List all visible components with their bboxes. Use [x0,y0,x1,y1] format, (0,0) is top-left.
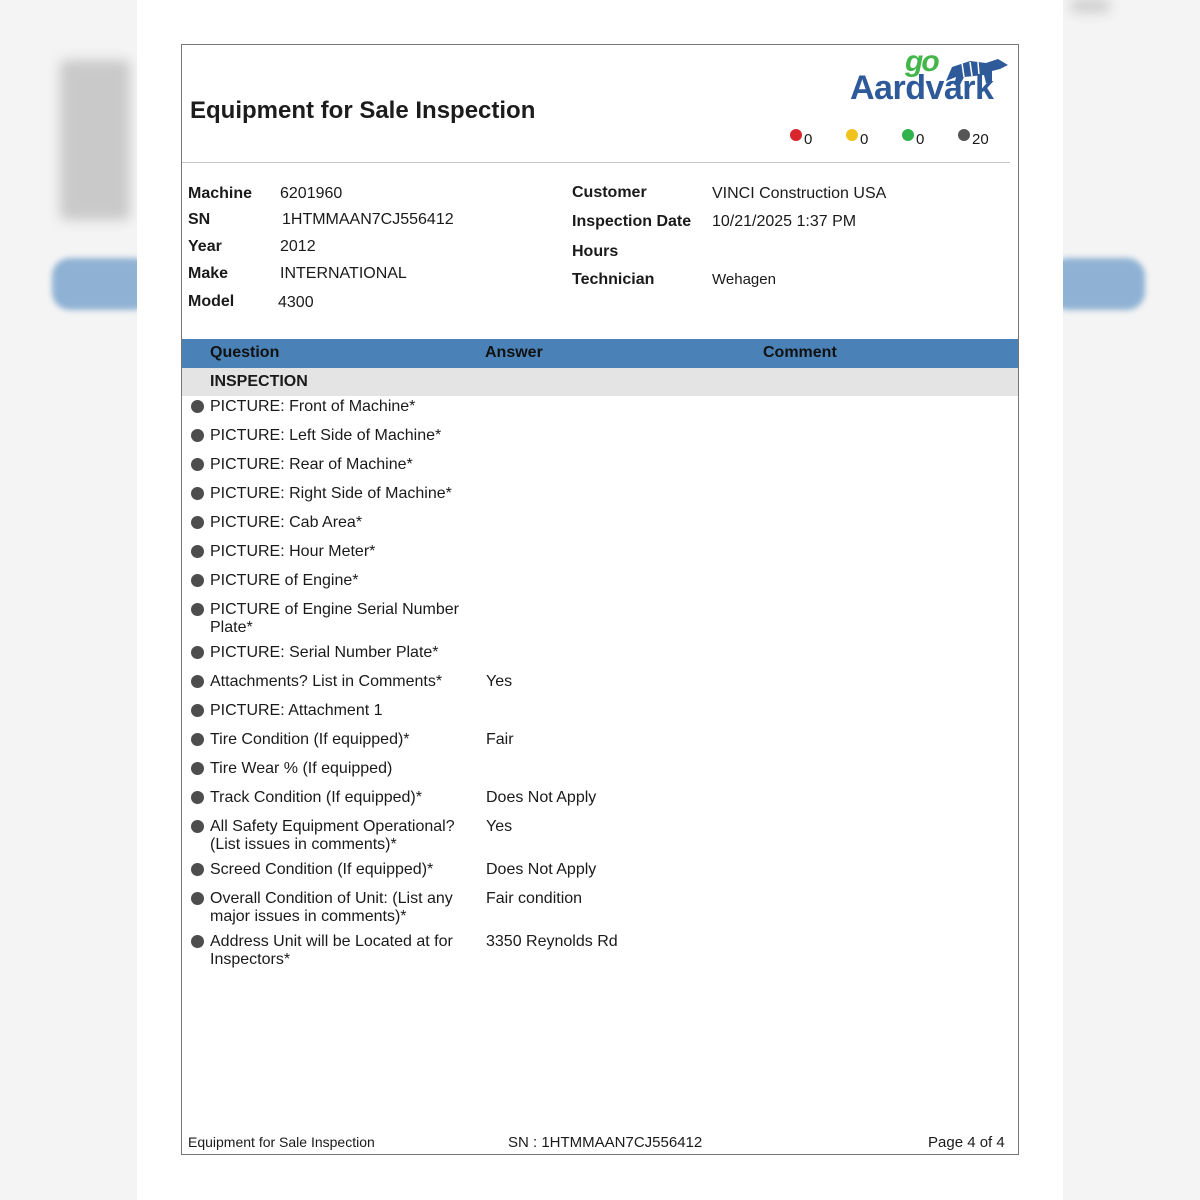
background-blur-block [1070,0,1110,12]
question-cell: PICTURE of Engine* [210,572,359,589]
answer-cell: Does Not Apply [486,861,597,878]
question-cell: Attachments? List in Comments* [210,673,443,690]
question-cell: Overall Condition of Unit: (List any major issues in comments)* [210,890,453,925]
question-cell: Screed Condition (If equipped)* [210,861,434,878]
question-cell: PICTURE: Hour Meter* [210,543,376,560]
status-dot-icon [191,892,204,905]
status-dot-icon [191,704,204,717]
status-dot-icon [191,574,204,587]
status-green [902,129,924,148]
status-dot-icon [191,545,204,558]
inspection-date-label: Inspection Date [572,213,692,230]
model-label: Model [188,293,235,310]
gray-dot-icon [958,129,970,141]
question-cell: PICTURE of Engine Serial Number Plate* [210,601,459,636]
question-cell: Track Condition (If equipped)* [210,789,422,806]
technician-value: Wehagen [712,271,776,288]
year-value: 2012 [280,238,316,255]
question-cell: Tire Condition (If equipped)* [210,731,410,748]
logo-go-text: go [905,45,938,78]
status-dot-icon [191,400,204,413]
year-label: Year [188,238,222,255]
status-dot-icon [191,458,204,471]
background-blur-block [60,60,130,220]
hours-label: Hours [572,243,619,260]
question-cell: PICTURE: Right Side of Machine* [210,485,452,502]
question-cell: Tire Wear % (If equipped) [210,760,393,777]
report-frame [181,44,1019,1155]
model-value: 4300 [278,294,314,311]
status-dot-icon [191,762,204,775]
answer-cell: Fair condition [486,890,583,907]
machine-label: Machine [188,185,253,202]
question-cell: PICTURE: Rear of Machine* [210,456,413,473]
status-dot-icon [191,863,204,876]
answer-cell: Yes [486,673,513,690]
footer-title: Equipment for Sale Inspection [188,1134,375,1150]
inspection-date-value: 10/21/2025 1:37 PM [712,213,857,230]
status-dot-icon [191,516,204,529]
status-dot-icon [191,733,204,746]
customer-value: VINCI Construction USA [712,185,887,202]
status-yellow-count: 0 [860,131,869,148]
status-dot-icon [191,935,204,948]
customer-label: Customer [572,184,647,201]
question-cell: Address Unit will be Located at for Inspectors* [210,933,453,968]
question-cell: PICTURE: Attachment 1 [210,702,383,719]
question-cell: PICTURE: Cab Area* [210,514,363,531]
answer-cell: 3350 Reynolds Rd [486,933,618,950]
status-dot-icon [191,603,204,616]
machine-value: 6201960 [280,185,343,202]
green-dot-icon [902,129,914,141]
answer-cell: Fair [486,731,514,748]
status-dot-icon [191,646,204,659]
status-dot-icon [191,820,204,833]
question-cell: PICTURE: Front of Machine* [210,398,416,415]
status-yellow [846,129,868,148]
question-cell: PICTURE: Serial Number Plate* [210,644,439,661]
status-dot-icon [191,487,204,500]
answer-column-header: Answer [485,344,543,361]
sn-value: 1HTMMAAN7CJ556412 [282,211,454,228]
status-dot-icon [191,791,204,804]
status-gray [958,129,989,148]
table-header [182,339,1018,368]
footer-serial: SN : 1HTMMAAN7CJ556412 [508,1134,703,1151]
background-blur-right [1063,0,1200,1200]
section-header [182,368,1018,396]
yellow-dot-icon [846,129,858,141]
header-divider [182,162,1010,163]
answer-cell: Yes [486,818,513,835]
status-red [790,129,812,148]
red-dot-icon [790,129,802,141]
make-label: Make [188,265,229,282]
report-title: Equipment for Sale Inspection [190,97,536,124]
status-red-count: 0 [804,131,813,148]
answer-cell: Does Not Apply [486,789,597,806]
make-value: INTERNATIONAL [280,265,407,282]
sn-label: SN [188,211,211,228]
background-blur-bar-right [1050,258,1145,310]
company-logo [850,45,1012,111]
comment-column-header: Comment [763,344,837,361]
status-green-count: 0 [916,131,925,148]
footer-page-number: Page 4 of 4 [928,1134,1005,1151]
technician-label: Technician [572,271,655,288]
status-gray-count: 20 [972,131,989,148]
question-cell: PICTURE: Left Side of Machine* [210,427,442,444]
section-title: INSPECTION [210,373,308,390]
logo-name-text: Aardvark [850,69,994,107]
question-column-header: Question [210,344,280,361]
status-dot-icon [191,675,204,688]
status-dot-icon [191,429,204,442]
question-cell: All Safety Equipment Operational? (List issues in comments)* [210,818,455,853]
